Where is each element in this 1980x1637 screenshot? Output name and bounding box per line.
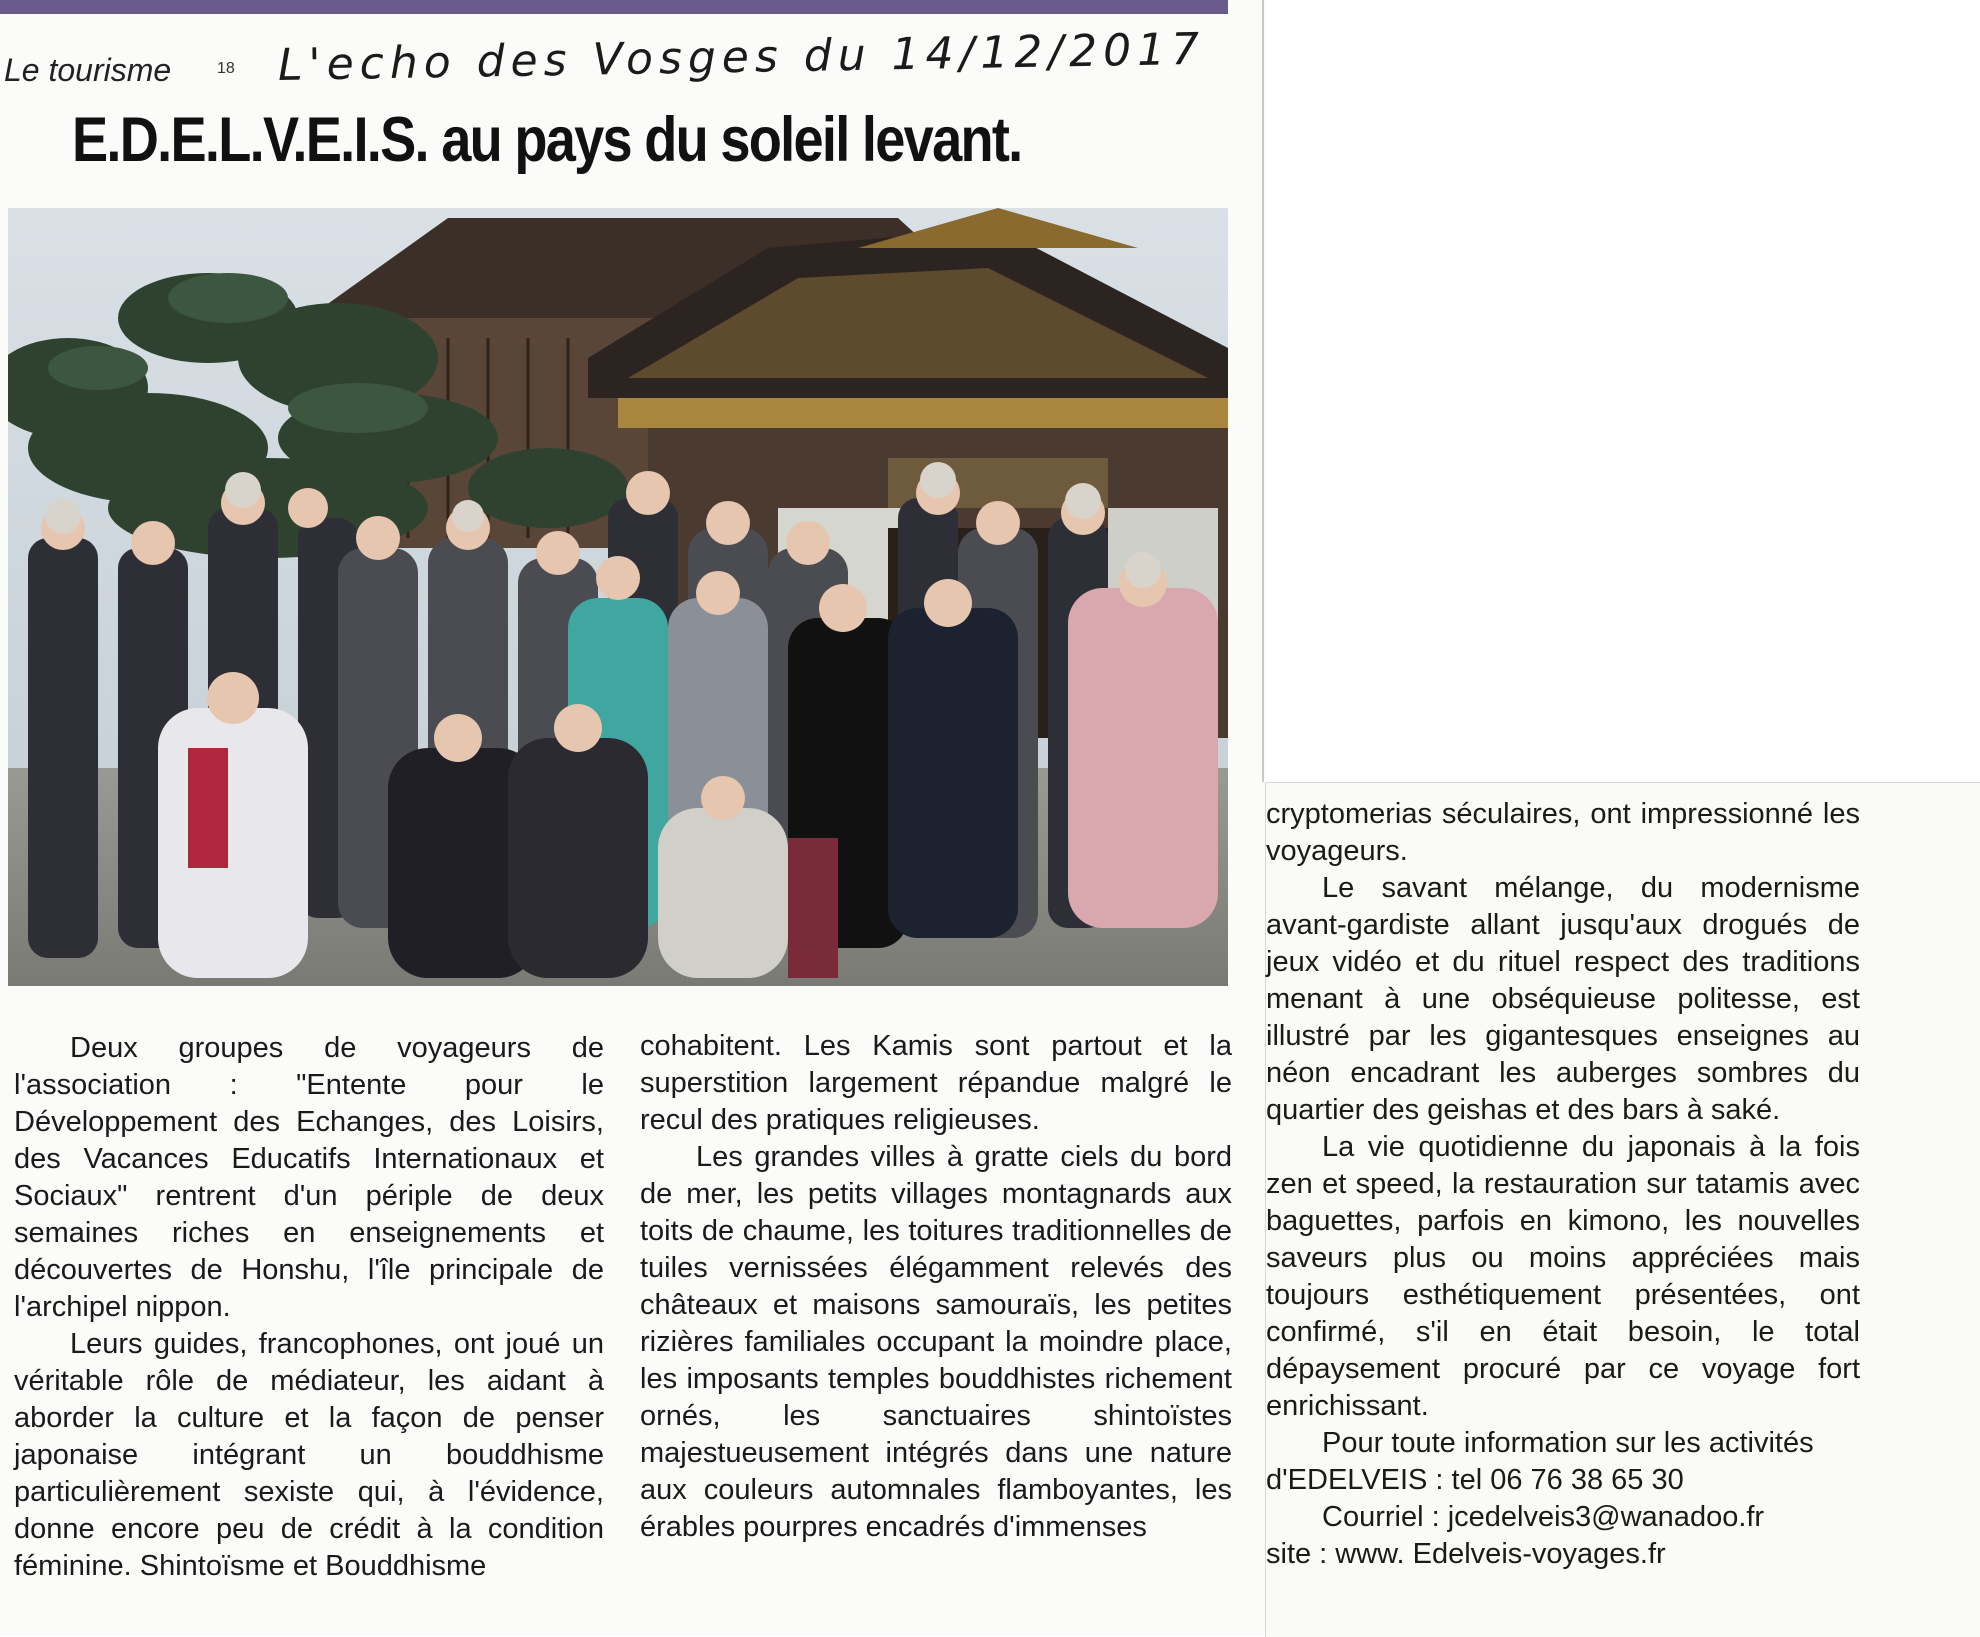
contact-email: Courriel : jcedelveis3@wanadoo.fr: [1322, 1501, 1765, 1533]
group-photo: [8, 208, 1228, 986]
contact-info: Pour toute information sur les activités d'EDELVEIS : tel 06 76 38 65 30: [1266, 1427, 1814, 1496]
handwritten-source-note: L'echo des Vosges du 14/12/2017: [277, 23, 1206, 91]
page-number: 18: [217, 60, 235, 77]
article-paragraph: Leurs guides, francophones, ont joué un véritable rôle de médiateur, les aidant à aborder la culture et la façon de penser japonaise intégrant un bouddhisme particulièrement sexiste qui, à l'évidence, donne encore peu de crédit à la condition féminine. Shintoïsme et Bouddhisme: [14, 1328, 604, 1582]
article-column-1: [14, 1030, 604, 1585]
article-paragraph: cryptomerias séculaires, ont impressionné les voyageurs.: [1266, 798, 1860, 867]
section-rubric: Le tourisme: [4, 52, 172, 88]
section-color-bar: [0, 0, 1228, 14]
article-paragraph: Les grandes villes à gratte ciels du bord de mer, les petits villages montagnards aux toits de chaume, les toitures traditionnelles de tuiles vernissées élégamment relevés des châteaux et maisons samouraïs, les petites rizières familiales occupant la moindre place, les imposants temples bouddhistes richement ornés, les sanctuaires shintoïstes majestueusement intégrés dans une nature aux couleurs automnales flamboyantes, les érables pourpres encadrés d'immenses: [640, 1141, 1232, 1543]
article-paragraph: La vie quotidienne du japonais à la fois zen et speed, la restauration sur tatamis avec baguettes, parfois en kimono, les nouvelles saveurs plus ou moins appréciées mais toujours esthétiquement présentées, ont confirmé, s'il en était besoin, le total dépaysement procuré par ce voyage fort enrichissant.: [1266, 1131, 1860, 1422]
article-paragraph: Le savant mélange, du modernisme avant-gardiste allant jusqu'aux drogués de jeux vidéo et du rituel respect des traditions menant à une obséquieuse politesse, est illustré par les gigantesques enseignes au néon encadrant les auberges sombres du quartier des geishas et des bars à saké.: [1266, 872, 1860, 1126]
article-column-2: [640, 1028, 1232, 1546]
article-column-3: [1266, 796, 1860, 1573]
article-paragraph: Deux groupes de voyageurs de l'association : "Entente pour le Développement des Echanges, des Loisirs, des Vacances Educatifs Internationaux et Sociaux" rentrent d'un périple de deux semaines riches en enseignements et découvertes de Honshu, l'île principale de l'archipel nippon.: [14, 1032, 604, 1323]
article-headline: E.D.E.L.V.E.I.S. au pays du soleil levant.: [72, 105, 1022, 175]
clipping-edge: [1262, 0, 1264, 782]
group-photo-illustration: [8, 208, 1228, 986]
article-paragraph: cohabitent. Les Kamis sont partout et la superstition largement répandue malgré le recul des pratiques religieuses.: [640, 1030, 1232, 1136]
contact-website: site : www. Edelveis-voyages.fr: [1266, 1538, 1666, 1570]
